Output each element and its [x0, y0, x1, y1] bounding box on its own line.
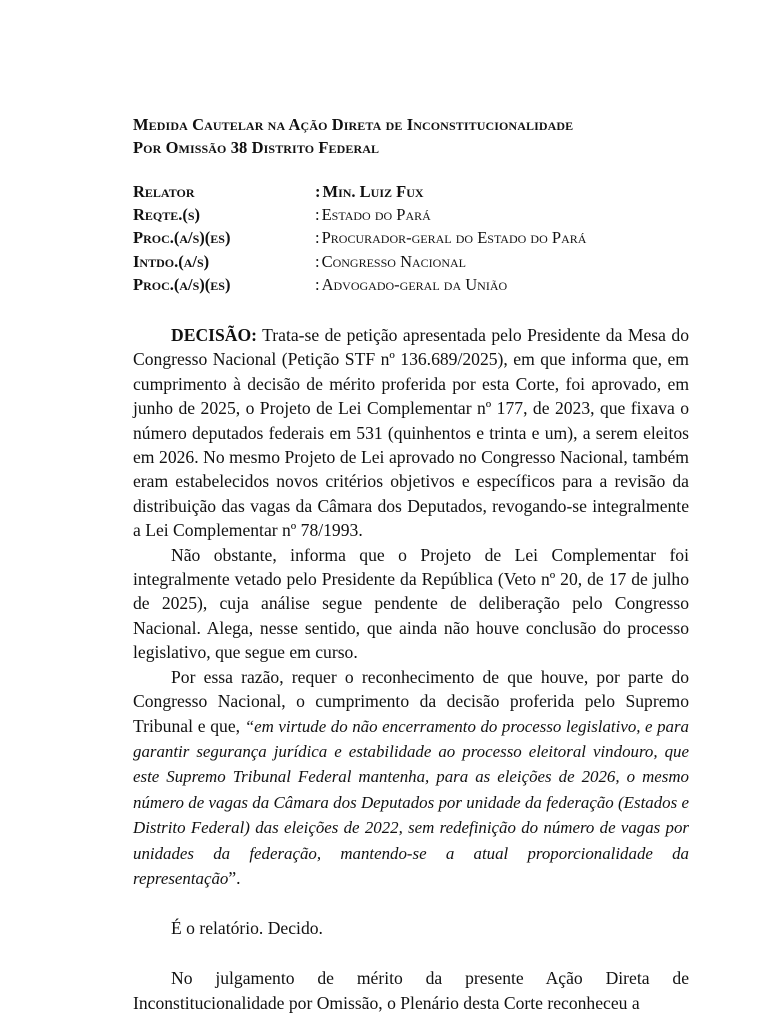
party-row-reqte	[133, 203, 693, 226]
party-value-text: Congresso Nacional	[321, 251, 466, 271]
party-value-text: Procurador-geral do Estado do Pará	[321, 228, 587, 248]
party-label: Reqte.(s)	[133, 205, 201, 225]
paragraph-3-text: Por essa razão, requer o reconhecimento de que houve, por parte do Congresso Nacional, o cumprimento da decisão proferida pelo Supremo Tribunal e que,	[133, 666, 689, 736]
title-line-1: Medida Cautelar na Ação Direta de Inconstitucionalidade	[133, 115, 574, 134]
paragraph-3-quote: “em virtude do não encerramento do processo legislativo, e para garantir segurança jurídica e estabilidade ao processo eleitoral vindouro, que este Supremo Tribunal Federal mantenha, para as eleições de 2026, o mesmo número de vagas da Câmara dos Deputados por unidade da federação (Estados e Distrito Federal) das eleições de 2022, sem redefinição do número de vagas por unidades da federação, mantendo-se a atual proporcionalidade da representação	[133, 716, 689, 888]
paragraph-1-text: Trata-se de petição apresentada pelo Presidente da Mesa do Congresso Nacional (Petição STF nº 136.689/2025), em que informa que, em cumprimento à decisão de mérito proferida por esta Corte, foi aprovado, em junho de 2025, o Projeto de Lei Complementar nº 177, de 2023, que fixava o número deputados federais em 531 (quinhentos e trinta e um), a serem eleitos em 2026. No mesmo Projeto de Lei aprovado no Congresso Nacional, também eram estabelecidos novos critérios objetivos e específicos para a revisão da distribuição das vagas da Câmara dos Deputados, revogando-se integralmente a Lei Complementar nº 78/1993.	[133, 325, 689, 541]
party-row-relator	[133, 180, 693, 203]
paragraph-5: No julgamento de mérito da presente Ação Direta de Inconstitucionalidade por Omissão, o Plenário desta Corte reconheceu a	[133, 968, 689, 1013]
paragraph-3	[133, 665, 689, 892]
party-row-proc-1	[133, 226, 693, 249]
party-row-intdo	[133, 250, 693, 273]
paragraph-4: É o relatório. Decido.	[171, 917, 323, 938]
decision-heading: DECISÃO:	[171, 325, 258, 345]
title-line-2: Por Omissão 38 Distrito Federal	[133, 138, 380, 157]
paragraph-2: Não obstante, informa que o Projeto de Lei Complementar foi integralmente vetado pelo Presidente da República (Veto nº 20, de 17 de julho de 2025), cuja análise segue pendente de deliberação pelo Congresso Nacional. Alega, nesse sentido, que ainda não houve conclusão do processo legislativo, que segue em curso.	[133, 544, 689, 663]
party-colon: :	[315, 205, 320, 225]
party-label: Relator	[133, 182, 195, 201]
party-value	[315, 226, 586, 249]
parties-table	[133, 180, 693, 296]
document-title	[133, 113, 693, 159]
party-value	[315, 203, 431, 226]
party-value	[315, 180, 424, 203]
party-label: Proc.(a/s)(es)	[133, 228, 231, 248]
party-colon: :	[315, 251, 320, 271]
party-colon: :	[315, 228, 320, 248]
party-colon: :	[315, 182, 321, 201]
party-label: Intdo.(a/s)	[133, 251, 210, 271]
decision-body	[133, 323, 689, 1015]
party-value	[315, 273, 507, 296]
party-label: Proc.(a/s)(es)	[133, 274, 231, 294]
party-value-text: Advogado-geral da União	[321, 274, 508, 294]
party-colon: :	[315, 274, 320, 294]
party-value-text: Min. Luiz Fux	[322, 182, 424, 201]
party-value	[315, 250, 466, 273]
party-value-text: Estado do Pará	[321, 205, 431, 225]
party-row-proc-2	[133, 273, 693, 296]
paragraph-3-end: ”.	[228, 867, 241, 888]
paragraph-1	[133, 323, 689, 543]
